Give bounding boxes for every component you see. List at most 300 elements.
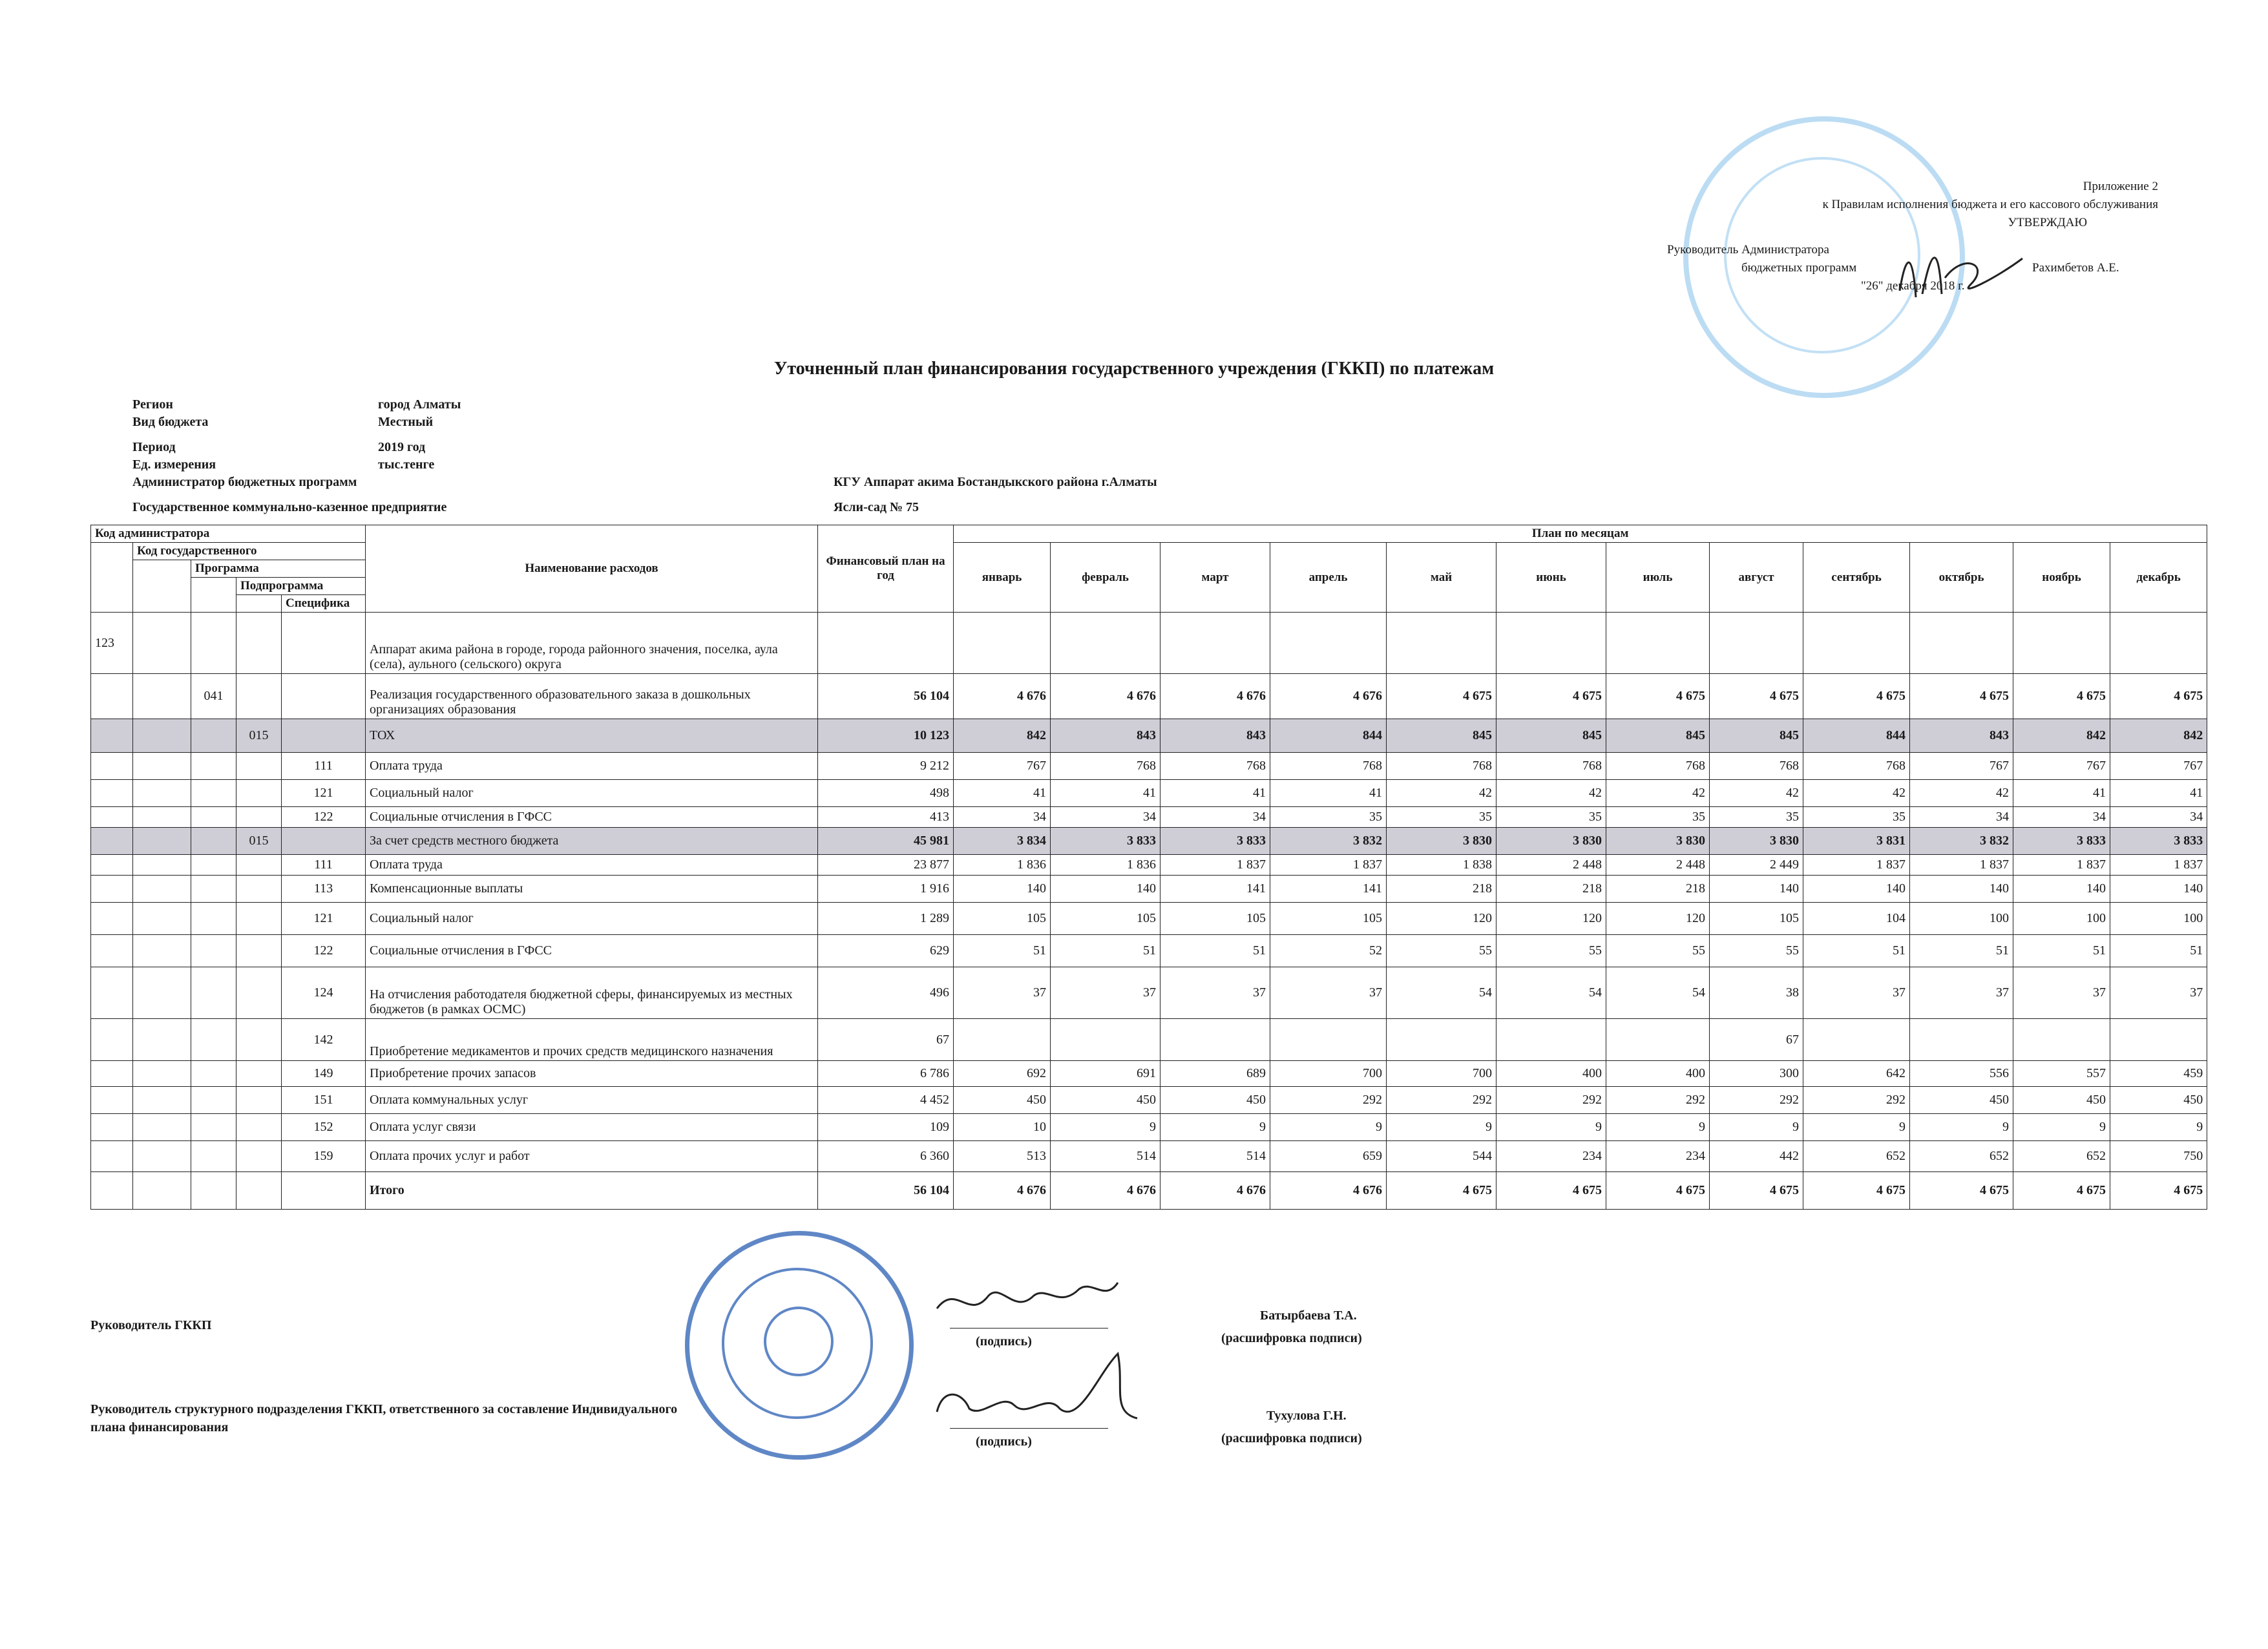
- struct-name: Тухулова Г.Н.: [1266, 1409, 1347, 1423]
- admin-code-cell: [91, 903, 133, 935]
- month-value-cell: 35: [1387, 807, 1496, 828]
- specific-code-cell: 142: [282, 1019, 366, 1061]
- month-value-cell: 100: [1910, 903, 2013, 935]
- region-label: Регион: [132, 397, 173, 412]
- program-code-cell: [191, 967, 236, 1019]
- month-value-cell: 3 833: [1160, 828, 1270, 855]
- month-value-cell: 140: [1710, 876, 1803, 903]
- expense-name-cell: Оплата услуг связи: [366, 1114, 818, 1141]
- month-value-cell: 300: [1710, 1061, 1803, 1087]
- month-value-cell: 67: [1710, 1019, 1803, 1061]
- month-value-cell: 140: [2013, 876, 2110, 903]
- expense-name-cell: Социальные отчисления в ГФСС: [366, 807, 818, 828]
- subprogram-code-cell: [236, 780, 282, 807]
- month-value-cell: 4 676: [1051, 1172, 1160, 1210]
- subprogram-code-cell: [236, 1172, 282, 1210]
- month-value-cell: 1 837: [1910, 855, 2013, 876]
- month-value-cell: 9: [2110, 1114, 2207, 1141]
- table-row: [91, 967, 2207, 1019]
- approver-name: Рахимбетов А.Е.: [2032, 261, 2119, 275]
- month-value-cell: 37: [2110, 967, 2207, 1019]
- month-header: февраль: [1051, 543, 1160, 613]
- monthly-header: План по месяцам: [954, 525, 2207, 543]
- month-value-cell: 41: [1160, 780, 1270, 807]
- annual-plan-cell: 6 786: [818, 1061, 954, 1087]
- expense-name-cell: Оплата коммунальных услуг: [366, 1087, 818, 1114]
- month-value-cell: 10: [954, 1114, 1051, 1141]
- table-row: [91, 674, 2207, 719]
- subprogram-code-cell: [236, 807, 282, 828]
- month-value-cell: 691: [1051, 1061, 1160, 1087]
- month-value-cell: 3 830: [1387, 828, 1496, 855]
- subprogram-code-cell: [236, 967, 282, 1019]
- month-header: июль: [1606, 543, 1710, 613]
- gov-code-cell: [133, 935, 191, 967]
- month-value-cell: [1051, 613, 1160, 674]
- month-value-cell: 37: [954, 967, 1051, 1019]
- admin-code-cell: [91, 753, 133, 780]
- month-value-cell: 42: [1803, 780, 1910, 807]
- month-value-cell: 9: [1803, 1114, 1910, 1141]
- subprogram-code-cell: [236, 1019, 282, 1061]
- month-value-cell: 41: [1270, 780, 1387, 807]
- approval-date: "26" декабря 2018 г.: [1861, 279, 1965, 293]
- specific-code-cell: [282, 1172, 366, 1210]
- month-value-cell: 4 675: [1710, 674, 1803, 719]
- month-value-cell: 9: [1160, 1114, 1270, 1141]
- table-row: [91, 807, 2207, 828]
- month-value-cell: 4 676: [1160, 1172, 1270, 1210]
- specific-code-cell: 121: [282, 780, 366, 807]
- month-value-cell: 34: [1160, 807, 1270, 828]
- month-value-cell: 9: [1051, 1114, 1160, 1141]
- expense-name-cell: На отчисления работодателя бюджетной сферы, финансируемых из местных бюджетов (в рамках ОСМС): [366, 967, 818, 1019]
- month-value-cell: [2013, 1019, 2110, 1061]
- month-value-cell: 120: [1496, 903, 1606, 935]
- subprogram-code-cell: [236, 674, 282, 719]
- month-header: март: [1160, 543, 1270, 613]
- month-value-cell: 140: [954, 876, 1051, 903]
- month-value-cell: 3 834: [954, 828, 1051, 855]
- month-value-cell: [2110, 1019, 2207, 1061]
- month-value-cell: 4 675: [1606, 674, 1710, 719]
- specific-code-cell: 113: [282, 876, 366, 903]
- approver-title-2: бюджетных программ: [1741, 261, 1857, 275]
- month-value-cell: 105: [1710, 903, 1803, 935]
- gov-code-cell: [133, 1019, 191, 1061]
- month-value-cell: 120: [1387, 903, 1496, 935]
- subprogram-header: Подпрограмма: [236, 578, 366, 595]
- period-label: Период: [132, 440, 176, 454]
- gov-code-cell: [133, 780, 191, 807]
- month-value-cell: 652: [2013, 1141, 2110, 1172]
- month-value-cell: 140: [1910, 876, 2013, 903]
- month-value-cell: 514: [1051, 1141, 1160, 1172]
- gov-code-header: Код государственного: [133, 543, 366, 560]
- month-value-cell: 218: [1387, 876, 1496, 903]
- month-value-cell: [1496, 613, 1606, 674]
- month-value-cell: 3 833: [1051, 828, 1160, 855]
- month-value-cell: 9: [1270, 1114, 1387, 1141]
- month-value-cell: 1 838: [1387, 855, 1496, 876]
- month-header: декабрь: [2110, 543, 2207, 613]
- budget-value: Местный: [378, 415, 434, 429]
- month-header: октябрь: [1910, 543, 2013, 613]
- appendix-label: Приложение 2: [2083, 180, 2158, 193]
- month-value-cell: 35: [1496, 807, 1606, 828]
- month-value-cell: 3 833: [2110, 828, 2207, 855]
- month-value-cell: 54: [1496, 967, 1606, 1019]
- month-value-cell: 35: [1606, 807, 1710, 828]
- financing-table: [90, 525, 2207, 1210]
- month-value-cell: 4 675: [1710, 1172, 1803, 1210]
- month-value-cell: 51: [2013, 935, 2110, 967]
- region-value: город Алматы: [378, 397, 461, 412]
- annual-plan-cell: 23 877: [818, 855, 954, 876]
- month-value-cell: 42: [1387, 780, 1496, 807]
- struct-decode-hint: (расшифровка подписи): [1221, 1431, 1362, 1445]
- specific-code-cell: [282, 674, 366, 719]
- annual-plan-cell: 496: [818, 967, 954, 1019]
- month-value-cell: 4 675: [2110, 1172, 2207, 1210]
- specific-code-cell: 151: [282, 1087, 366, 1114]
- month-value-cell: 4 675: [2110, 674, 2207, 719]
- month-value-cell: 54: [1387, 967, 1496, 1019]
- month-value-cell: [1496, 1019, 1606, 1061]
- expense-name-cell: Приобретение прочих запасов: [366, 1061, 818, 1087]
- month-value-cell: 843: [1160, 719, 1270, 753]
- month-value-cell: [1606, 613, 1710, 674]
- month-value-cell: 3 833: [2013, 828, 2110, 855]
- budget-label: Вид бюджета: [132, 415, 209, 429]
- subprogram-code-cell: [236, 1114, 282, 1141]
- month-value-cell: 400: [1496, 1061, 1606, 1087]
- month-value-cell: 51: [954, 935, 1051, 967]
- month-value-cell: 141: [1160, 876, 1270, 903]
- month-value-cell: 4 675: [1496, 674, 1606, 719]
- month-value-cell: 104: [1803, 903, 1910, 935]
- program-code-cell: [191, 719, 236, 753]
- month-value-cell: 141: [1270, 876, 1387, 903]
- specific-code-cell: [282, 828, 366, 855]
- gov-code-cell: [133, 674, 191, 719]
- table-row: [91, 1061, 2207, 1087]
- gov-code-cell: [133, 1087, 191, 1114]
- month-value-cell: 218: [1606, 876, 1710, 903]
- month-value-cell: 556: [1910, 1061, 2013, 1087]
- table-row: [91, 828, 2207, 855]
- month-header: май: [1387, 543, 1496, 613]
- admin-code-cell: [91, 855, 133, 876]
- month-value-cell: 292: [1803, 1087, 1910, 1114]
- table-row: [91, 855, 2207, 876]
- gov-code-cell: [133, 1061, 191, 1087]
- month-value-cell: 140: [1803, 876, 1910, 903]
- month-value-cell: [1910, 613, 2013, 674]
- admin-code-cell: [91, 967, 133, 1019]
- enterprise-label: Государственное коммунально-казенное предприятие: [132, 500, 447, 514]
- month-value-cell: 42: [1710, 780, 1803, 807]
- gov-code-cell: [133, 753, 191, 780]
- expense-name-cell: ТОХ: [366, 719, 818, 753]
- admin-code-cell: [91, 1061, 133, 1087]
- month-value-cell: 41: [954, 780, 1051, 807]
- month-value-cell: 768: [1270, 753, 1387, 780]
- month-value-cell: 4 675: [2013, 1172, 2110, 1210]
- month-value-cell: 4 675: [1910, 674, 2013, 719]
- month-value-cell: 3 832: [1270, 828, 1387, 855]
- admin-code-cell: 123: [91, 613, 133, 674]
- program-code-cell: [191, 807, 236, 828]
- month-value-cell: 9: [1387, 1114, 1496, 1141]
- month-value-cell: 844: [1270, 719, 1387, 753]
- month-value-cell: 2 448: [1496, 855, 1606, 876]
- admin-code-cell: [91, 1141, 133, 1172]
- month-value-cell: [1051, 1019, 1160, 1061]
- table-row: [91, 1114, 2207, 1141]
- month-value-cell: 140: [1051, 876, 1160, 903]
- expense-name-cell: Приобретение медикаментов и прочих средств медицинского назначения: [366, 1019, 818, 1061]
- month-value-cell: 41: [1051, 780, 1160, 807]
- admin-value: КГУ Аппарат акима Бостандыкского района г.Алматы: [834, 475, 1157, 489]
- month-value-cell: 42: [1496, 780, 1606, 807]
- month-value-cell: 1 836: [1051, 855, 1160, 876]
- specific-code-cell: 122: [282, 935, 366, 967]
- specific-code-cell: 159: [282, 1141, 366, 1172]
- month-value-cell: 55: [1387, 935, 1496, 967]
- month-value-cell: 35: [1803, 807, 1910, 828]
- month-value-cell: 442: [1710, 1141, 1803, 1172]
- month-value-cell: 4 675: [1803, 674, 1910, 719]
- month-value-cell: [1606, 1019, 1710, 1061]
- month-value-cell: 450: [2110, 1087, 2207, 1114]
- specific-code-cell: 111: [282, 753, 366, 780]
- month-value-cell: 1 837: [2013, 855, 2110, 876]
- table-row: [91, 1172, 2207, 1210]
- month-value-cell: [1803, 1019, 1910, 1061]
- program-code-cell: [191, 828, 236, 855]
- month-value-cell: 4 675: [1496, 1172, 1606, 1210]
- month-value-cell: 1 836: [954, 855, 1051, 876]
- month-value-cell: 4 675: [1803, 1172, 1910, 1210]
- month-value-cell: 1 837: [1803, 855, 1910, 876]
- month-value-cell: 4 676: [1270, 1172, 1387, 1210]
- month-value-cell: 844: [1803, 719, 1910, 753]
- month-value-cell: [1270, 1019, 1387, 1061]
- expense-name-cell: Аппарат акима района в городе, города районного значения, поселка, аула (села), аульного (сельского) округа: [366, 613, 818, 674]
- program-code-cell: [191, 1061, 236, 1087]
- month-value-cell: 700: [1270, 1061, 1387, 1087]
- program-code-cell: 041: [191, 674, 236, 719]
- subprogram-code-cell: [236, 1061, 282, 1087]
- head-decode-hint: (расшифровка подписи): [1221, 1331, 1362, 1345]
- month-value-cell: 842: [2110, 719, 2207, 753]
- annual-plan-cell: 56 104: [818, 1172, 954, 1210]
- month-value-cell: 4 676: [1270, 674, 1387, 719]
- program-code-cell: [191, 753, 236, 780]
- subprogram-code-cell: [236, 1141, 282, 1172]
- month-value-cell: 37: [1910, 967, 2013, 1019]
- month-value-cell: 513: [954, 1141, 1051, 1172]
- head-signature: [930, 1270, 1124, 1334]
- head-sign-hint: (подпись): [976, 1334, 1032, 1349]
- approver-title-1: Руководитель Администратора: [1667, 243, 1829, 257]
- month-value-cell: 37: [1803, 967, 1910, 1019]
- month-value-cell: 51: [1910, 935, 2013, 967]
- table-row: [91, 613, 2207, 674]
- month-value-cell: [1160, 613, 1270, 674]
- rules-label: к Правилам исполнения бюджета и его кассового обслуживания: [1822, 198, 2158, 211]
- specific-code-cell: [282, 719, 366, 753]
- gov-code-cell: [133, 613, 191, 674]
- month-value-cell: [1160, 1019, 1270, 1061]
- specific-code-cell: 122: [282, 807, 366, 828]
- month-value-cell: 768: [1496, 753, 1606, 780]
- month-value-cell: 4 676: [1051, 674, 1160, 719]
- month-value-cell: 1 837: [2110, 855, 2207, 876]
- program-code-cell: [191, 1019, 236, 1061]
- month-value-cell: 652: [1910, 1141, 2013, 1172]
- table-row: [91, 876, 2207, 903]
- annual-plan-cell: 45 981: [818, 828, 954, 855]
- subprogram-code-cell: [236, 855, 282, 876]
- expense-name-cell: Итого: [366, 1172, 818, 1210]
- month-value-cell: 292: [1387, 1087, 1496, 1114]
- meta-block: [132, 397, 1296, 518]
- month-value-cell: 234: [1496, 1141, 1606, 1172]
- month-value-cell: 4 676: [954, 674, 1051, 719]
- admin-code-cell: [91, 719, 133, 753]
- month-value-cell: 51: [1160, 935, 1270, 967]
- admin-code-cell: [91, 674, 133, 719]
- month-value-cell: 105: [1160, 903, 1270, 935]
- month-value-cell: 845: [1606, 719, 1710, 753]
- specific-code-cell: 124: [282, 967, 366, 1019]
- struct-signature: [924, 1347, 1144, 1431]
- month-value-cell: 450: [1160, 1087, 1270, 1114]
- month-value-cell: 400: [1606, 1061, 1710, 1087]
- month-value-cell: 767: [954, 753, 1051, 780]
- month-value-cell: 37: [1270, 967, 1387, 1019]
- admin-code-cell: [91, 1087, 133, 1114]
- month-value-cell: 292: [1710, 1087, 1803, 1114]
- month-value-cell: 3 831: [1803, 828, 1910, 855]
- month-value-cell: 557: [2013, 1061, 2110, 1087]
- month-value-cell: 459: [2110, 1061, 2207, 1087]
- gov-code-cell: [133, 807, 191, 828]
- month-value-cell: 3 830: [1710, 828, 1803, 855]
- admin-code-header: Код администратора: [91, 525, 366, 543]
- annual-plan-cell: 10 123: [818, 719, 954, 753]
- month-value-cell: 4 675: [1910, 1172, 2013, 1210]
- table-row: [91, 719, 2207, 753]
- month-value-cell: 34: [1910, 807, 2013, 828]
- month-value-cell: 4 675: [1606, 1172, 1710, 1210]
- month-value-cell: 34: [954, 807, 1051, 828]
- month-value-cell: 2 448: [1606, 855, 1710, 876]
- month-value-cell: [2013, 613, 2110, 674]
- month-value-cell: [1710, 613, 1803, 674]
- struct-label-1: Руководитель структурного подразделения ГККП, ответственного за составление Индивидуального: [90, 1402, 678, 1416]
- admin-code-cell: [91, 1172, 133, 1210]
- month-value-cell: 450: [2013, 1087, 2110, 1114]
- month-value-cell: 218: [1496, 876, 1606, 903]
- subprogram-code-cell: [236, 753, 282, 780]
- month-value-cell: 105: [1051, 903, 1160, 935]
- program-code-cell: [191, 903, 236, 935]
- expense-name-cell: Оплата прочих услуг и работ: [366, 1141, 818, 1172]
- month-value-cell: 140: [2110, 876, 2207, 903]
- month-value-cell: 100: [2013, 903, 2110, 935]
- subprogram-code-cell: [236, 1087, 282, 1114]
- annual-plan-cell: 56 104: [818, 674, 954, 719]
- table-row: [91, 1019, 2207, 1061]
- month-value-cell: 4 675: [1387, 674, 1496, 719]
- month-value-cell: 292: [1496, 1087, 1606, 1114]
- expense-name-cell: Социальные отчисления в ГФСС: [366, 935, 818, 967]
- month-header: август: [1710, 543, 1803, 613]
- month-value-cell: 689: [1160, 1061, 1270, 1087]
- month-value-cell: 4 675: [1387, 1172, 1496, 1210]
- gov-code-cell: [133, 967, 191, 1019]
- month-value-cell: 768: [1710, 753, 1803, 780]
- struct-sign-hint: (подпись): [976, 1434, 1032, 1449]
- head-name: Батырбаева Т.А.: [1260, 1308, 1357, 1323]
- month-value-cell: [954, 1019, 1051, 1061]
- month-value-cell: 37: [1160, 967, 1270, 1019]
- head-label: Руководитель ГККП: [90, 1318, 212, 1332]
- month-value-cell: [2110, 613, 2207, 674]
- organization-stamp: [685, 1231, 914, 1460]
- month-value-cell: 41: [2013, 780, 2110, 807]
- month-value-cell: [1387, 613, 1496, 674]
- month-value-cell: 544: [1387, 1141, 1496, 1172]
- expense-name-cell: Реализация государственного образовательного заказа в дошкольных организациях образования: [366, 674, 818, 719]
- month-header: июнь: [1496, 543, 1606, 613]
- annual-plan-cell: 109: [818, 1114, 954, 1141]
- gov-code-cell: [133, 855, 191, 876]
- month-value-cell: 41: [2110, 780, 2207, 807]
- program-code-cell: [191, 855, 236, 876]
- month-value-cell: 38: [1710, 967, 1803, 1019]
- gov-code-cell: [133, 719, 191, 753]
- annual-plan-cell: 413: [818, 807, 954, 828]
- unit-label: Ед. измерения: [132, 457, 216, 472]
- annual-plan-cell: 67: [818, 1019, 954, 1061]
- month-value-cell: 768: [1606, 753, 1710, 780]
- month-value-cell: 843: [1051, 719, 1160, 753]
- month-value-cell: 1 837: [1160, 855, 1270, 876]
- month-value-cell: 292: [1270, 1087, 1387, 1114]
- month-header: сентябрь: [1803, 543, 1910, 613]
- specific-code-cell: 149: [282, 1061, 366, 1087]
- subprogram-code-cell: 015: [236, 719, 282, 753]
- month-value-cell: 767: [2110, 753, 2207, 780]
- admin-code-cell: [91, 876, 133, 903]
- month-value-cell: 120: [1606, 903, 1710, 935]
- unit-value: тыс.тенге: [378, 457, 435, 472]
- month-value-cell: 9: [1910, 1114, 2013, 1141]
- program-code-cell: [191, 876, 236, 903]
- period-value: 2019 год: [378, 440, 426, 454]
- month-value-cell: 9: [2013, 1114, 2110, 1141]
- month-value-cell: 845: [1387, 719, 1496, 753]
- month-value-cell: 768: [1160, 753, 1270, 780]
- month-value-cell: 34: [2013, 807, 2110, 828]
- gov-code-cell: [133, 876, 191, 903]
- page-title: Уточненный план финансирования государственного учреждения (ГККП) по платежам: [773, 359, 1495, 379]
- month-value-cell: 3 832: [1910, 828, 2013, 855]
